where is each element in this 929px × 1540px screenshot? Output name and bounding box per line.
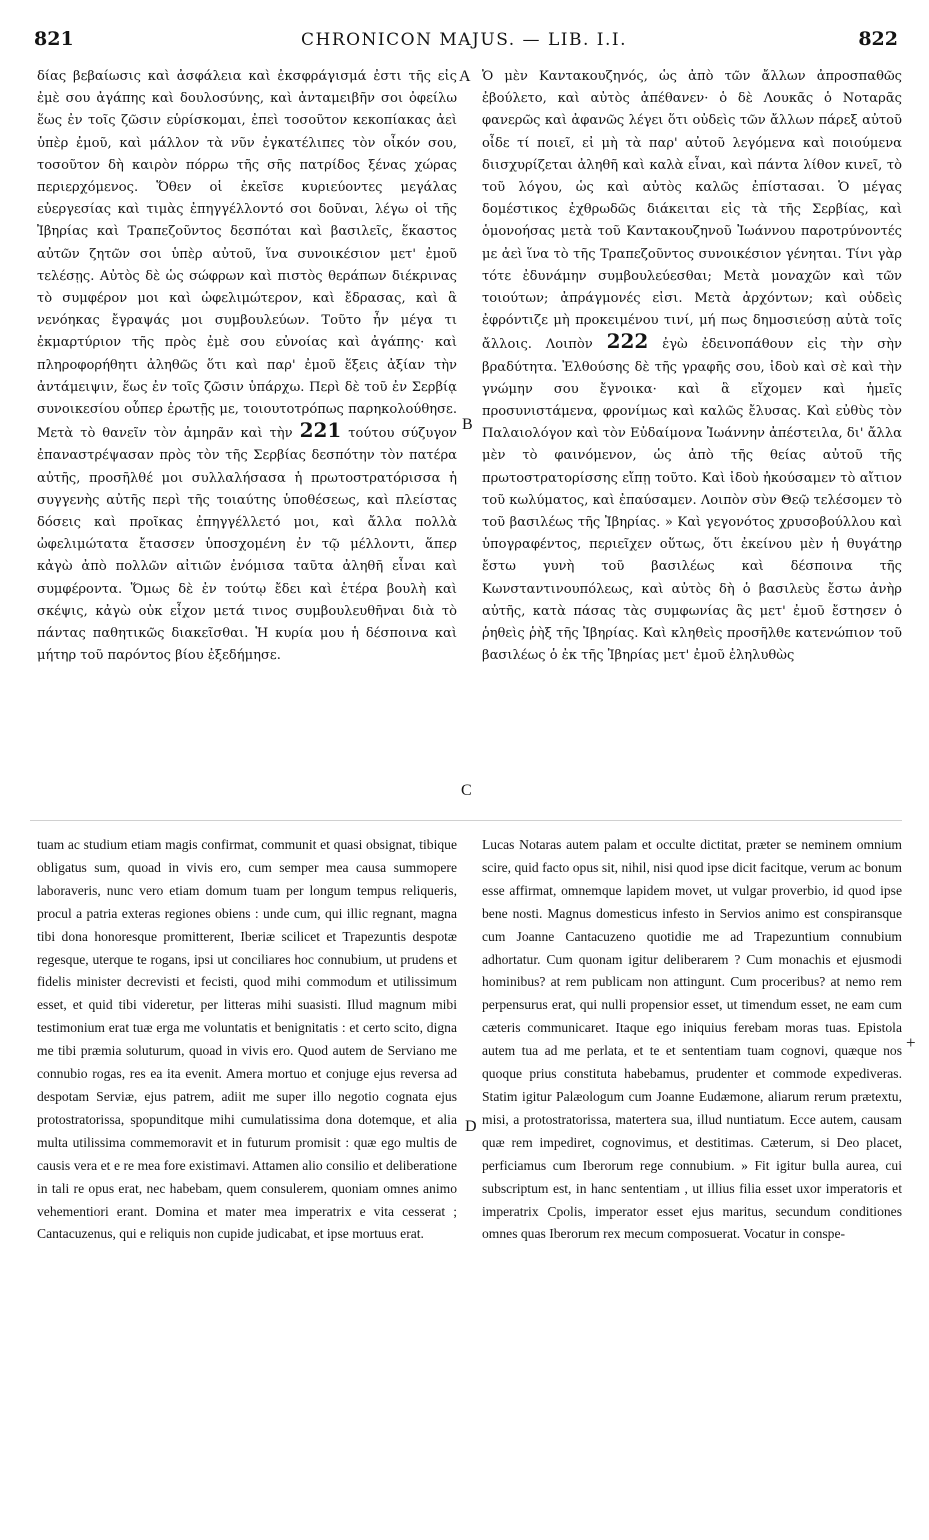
greek-text-left-column [37, 66, 457, 667]
latin-text-right-column [482, 834, 902, 1246]
greek-paragraph [37, 66, 457, 667]
handwritten-margin-mark: + [906, 1033, 916, 1052]
section-divider [30, 820, 902, 821]
greek-text-segment: ἐγὼ ἐδεινοπάθουν εἰς τὴν σὴν βραδύτητα. Ἐλθούσης δὲ τῆς γραφῆς σου, ἰδοὺ καὶ σὲ καὶ τὴν γνώμην σου ἔγνοικα· καὶ ἃ εἴχομεν καὶ ἡμεῖς προσυνιστάμενα, φρονίμως καὶ καλῶς ἔλυσας. Καὶ εὐθὺς τὸν Παλαιολόγον καὶ τὸν Εὐδαίμονα Ἰωάννην ἀπέστειλα, δι' ἄλλα μὲν τὸ φαινόμενον, ὡς ἀπὸ τῆς θείας αὐτοῦ τῆς πρωτοστρατορίσσης εἴπῃ τοῦτο. Καὶ ἰδοὺ ἠκούσαμεν τὸ αἴτιον τοῦ κωλύματος, καὶ ἐπαύσαμεν. Λοιπὸν σὺν Θεῷ τελέσομεν τὸ τοῦ βασιλέως τῆς Ἰβηρίας. » Καὶ γεγονότος χρυσοβούλλου καὶ ὑπογραφέντος, περιεῖχεν οὕτως, ὅτι ἐκείνου μὲν ἡ θυγάτηρ ἔστω γυνὴ τοῦ βασιλέως καὶ δέσποινα τῆς Κωνσταντινουπόλεως, καὶ αὐτὸς δὴ ὁ βασιλεὺς ἔστω ἀνὴρ αὐτῆς, κατὰ πάσας τὰς συμφωνίας ἃς μετ' ἐμοῦ ἔστησεν ὁ ῥηθεὶς ῥὴξ τῆς Ἰβηρίας. Καὶ κληθεὶς προσῆλθε κατενώπιον τοῦ βασιλέως ὁ ἐκ τῆς Ἰβηρίας μετ' ἐμοῦ ἐληλυθὼς [482, 337, 902, 664]
greek-text-segment: Ὁ μὲν Καντακουζηνός, ὡς ἀπὸ τῶν ἄλλων ἀπροσπαθῶς ἐβούλετο, καὶ αὐτὸς ἀπέθανεν· ὁ δὲ Λουκᾶς ὁ Νοταρᾶς φανερῶς καὶ ἀφανῶς λέγει ὅτι οὐδεὶς τῶν ἄλλων πάρεξ αὐτοῦ οἶδε τί ποιεῖ, εἰ μὴ τὰ παρ' αὐτοῦ λεγόμενα καὶ ποιούμενα διισχυρίζεται ἀληθῆ καὶ καλὰ εἶναι, καὶ πάντα λίθον κινεῖ, τὸ τοῦ λόγου, ὡς καὶ αὐτὸς καλῶς ἐπίστασαι. Ὁ μέγας δομέστικος ἐχθρωδῶς διάκειται εἰς τὰ τῆς Σερβίας, καὶ ὁμονοήσας μετὰ τοῦ Καντακουζηνοῦ Ἰωάννου παροτρύνοντές με ἀεὶ ἵνα τὸ τῆς Τραπεζοῦντος συνοικέσιον γένηται. Τίνι γὰρ τότε ἐδυνάμην συμβουλεύεσθαι; Μετὰ μοναχῶν καὶ τῶν τοιούτων; ἀπράγμονές εἰσι. Μετὰ ἀρχόντων; καὶ οὐδεὶς ἐφρόντιζε μὴ προκειμένου τινί, μή πως δημοσιεύσῃ αὐτὰ τοῖς ἄλλοις. Λοιπὸν [482, 69, 902, 353]
greek-text-right-column [482, 66, 902, 667]
right-page-number: 822 [858, 28, 898, 50]
margin-letter-d: D [465, 1118, 477, 1135]
section-reference-number: 221 [299, 418, 342, 443]
page-header [30, 28, 898, 62]
left-page-number: 821 [34, 28, 74, 50]
latin-paragraph: Lucas Notaras autem palam et occulte dictitat, præter se neminem omnium scire, quid facto opus sit, nihil, nisi quod ipse dicit facitque, verum ac bonum esse affirmat, omnemque lapidem movet, ut vulgar proverbio, id quod ipse bene nosti. Magnus domesticus infesto in Servios animo est conspiransque cum Joanne Cantacuzeno quotidie me ad Trapezuntium connubium adhortatur. Cum quonam igitur deliberarem ? Cum monachis et ejusmodi hominibus? at rem publicam non attingunt. Cum proceribus? at nemo rem perpensurus erat, qui nulli propensior esset, ut timendum esset, ne eam cum cæteris communicaret. Itaque ego iniquius ferebam moras tuas. Epistola autem tua ad me perlata, et te et sententiam tuam cognovi, quæque nos quoque prius constituta habebamus, prudenter et commode expediveras. Statim igitur Palæologum cum Joanne Eudæmone, aliarum rerum prætextu, misi, a protostratorissa, matertera sua, illud nuntiatum. Ecce autem, causam quæ rem impediret, cognovimus, et destitimas. Cæterum, si Deo placet, perficiamus cum Iberorum rege connubium. » Fit igitur bulla aurea, cui subscriptum est, in hanc sententiam , ut illius filia esset uxor imperatoris et imperatrix Cpolis, imperator esset ejus maritus, secundum conditiones omnes quas Iberorum rex mecum composuerat. Vocatur in conspe- [482, 837, 902, 1242]
section-reference-number: 222 [606, 329, 649, 354]
latin-text-left-column [37, 834, 457, 1246]
margin-letter-c: C [461, 782, 472, 799]
greek-paragraph [482, 66, 902, 667]
running-title: CHRONICON MAJUS. — LIB. I.I. [300, 30, 627, 50]
latin-paragraph: tuam ac studium etiam magis confirmat, communit et quasi obsignat, tibique obligatus sum, quoad in vivis ero, cum semper mea causa summopere laboraveris, nunc vero etiam domum tuam per longum tempus reliqueris, procul a patria exteras regiones obiens : unde cum, qui illic regnant, magna tibi dona honoresque promitterent, Iberiæ scilicet et Trapezuntis despotæ regesque, uterque te rogans, ipsi ut conciliares hoc connubium, ut prudens et fidelis minister decrevisti et fecisti, quod mihi commodum et utilissimum esset, et quid tibi videretur, per litteras mihi suasisti. Illud magnum mibi testimonium erat tuæ erga me voluntatis et benignitatis : et certo scito, digna me tibi præmia soluturum, quoad in vivis ero. Quod autem de Serviano me connubio rogas, res ea ita evenit. Amera mortuo et conjuge ejus reversa ad despotam Serviæ, ejus patrem, adiit me super illo negotio cognata ejus protostratorissa, spopunditque mihi cumulatissima dona dotemque, et alia multa utilissima commemoravit et in futurum promisit : quæ ego multis de causis vera et e re mea fore existimavi. Attamen alio consilio et deliberatione in tali re opus erat, nec habebam, quem consulerem, quoniam omnes animo vehementiori erant. Domina et mater mea imperatrix e vita cesserat ; Cantacuzenus, qui e reliquis non cupide judicabat, et ipse mortuus erat. [37, 837, 457, 1242]
margin-letter-a: A [459, 68, 471, 85]
greek-text-segment: τούτου σύζυγον ἐπαναστρέψασαν πρὸς τὸν τῆς Σερβίας δεσπότην τὸν πατέρα αὐτῆς, προσῆλθέ μοι συλλαλήσασα ἡ πρωτοστρατόρισσα ἡ συγγενὴς αὐτῆς περὶ τῆς τοιαύτης ὑποθέσεως, καὶ πλείστας δόσεις καὶ προῖκας ἐπηγγέλλετό μοι, καὶ ἄλλα πολλὰ ὠφελιμώτατα ἔτασσεν ὑποσχομένη ἐν τῷ μέλλοντι, ἅπερ κἀγὼ ἀπὸ πολλῶν αἰτιῶν ἐνόμισα ταῦτα ἀληθῆ εἶναι καὶ συμφέροντα. Ὅμως δὲ ἐν τούτῳ ἔδει καὶ ἑτέρα βουλὴ καὶ σκέψις, κἀγὼ οὐκ εἶχον μετά τινος συμβουλευθῆναι διὰ τὸ πάντας παθητικῶς διακεῖσθαι. Ἡ κυρία μου ἡ δέσποινα καὶ μήτηρ τοῦ παρόντος βίου ἐξεδήμησε. [37, 426, 458, 664]
margin-letter-b: B [462, 416, 473, 433]
greek-text-segment: δίας βεβαίωσις καὶ ἀσφάλεια καὶ ἐκσφράγισμά ἐστι τῆς εἰς ἐμὲ σου ἀγάπης καὶ δουλοσύνης, καὶ ἀνταμειβῆν σοι ὀφείλω ἕως ἐν τοῖς ζῶσιν εὑρίσκομαι, ἐπεὶ τοσοῦτον κεκοπίακας ἀεὶ ὑπὲρ ἐμοῦ, καὶ μάλλον τὰ νῦν ἐγκατέλιπες τὸν οἶκόν σου, τοσοῦτον δὴ καιρὸν πόρρω τῆς σῆς πατρίδος ξένας χώρας περιερχόμενος. Ὅθεν οἱ ἐκεῖσε κυριεύοντες μεγάλας εὐεργεσίας καὶ τιμὰς ἐπηγγέλλοντό σοι δοῦναι, λέγω οἱ τῆς Ἰβηρίας καὶ Τραπεζοῦντος δεσπόται καὶ βασιλεῖς, ἕκαστος αὐτῶν ζητῶν σοι ὑπὲρ αὐτοῦ, ἵνα συνοικέσιον μετ' ἐμοῦ τελέσῃς. Αὐτὸς δὲ ὡς σώφρων καὶ πιστὸς θεράπων διέκρινας τὸ συμφέρον μοι καὶ ὠφελιμώτερον, καὶ ἔδρασας, καὶ ἃ νενόηκας ἔγραψάς μοι συμβουλεύων. Τοῦτο ἦν μέγα τι ἐκμαρτύριον τῆς πρὸς ἐμὲ σου εὐνοίας καὶ ἀγάπης· καὶ πληροφορήθητι ἀληθῶς ὅτι καὶ παρ' ἐμοῦ ἕξεις ἀξίαν τὴν ἀντάμειψιν, ἕως ἐν τοῖς ζῶσιν ὑπάρχω. Περὶ δὲ τοῦ ἐν Σερβίᾳ συνοικεσίου οὗπερ ἐρωτῇς με, τοιουτοτρόπως παρηκολούθησε. Μετὰ τὸ θανεῖν τὸν ἀμηρᾶν καὶ τὴν [37, 69, 457, 442]
